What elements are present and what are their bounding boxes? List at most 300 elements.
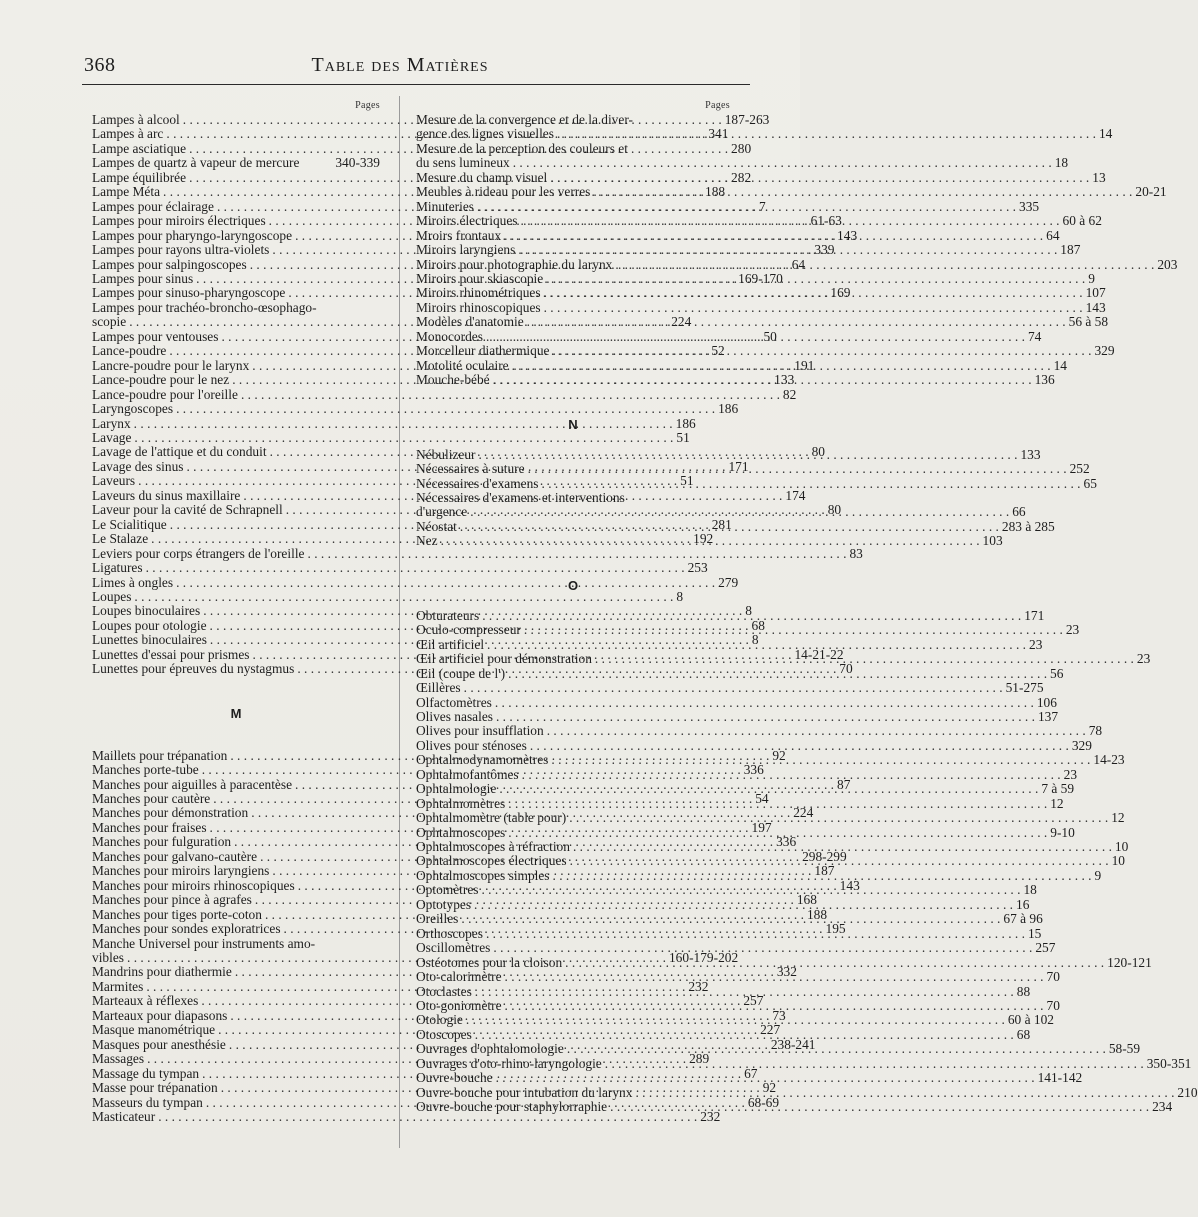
index-entry <box>416 694 1057 710</box>
entry-label: Massages <box>92 1051 145 1067</box>
dot-leader <box>483 927 1028 941</box>
entry-label: Olives nasales <box>416 708 493 724</box>
entry-label: Lampe Méta <box>92 184 161 200</box>
dot-leader <box>524 315 1069 329</box>
entry-page-ref: 14 <box>1098 126 1113 142</box>
dot-leader <box>519 768 1064 782</box>
entry-page-ref: 64 <box>791 256 806 272</box>
index-entry <box>92 574 739 590</box>
entry-page-ref: 143 <box>839 877 860 893</box>
index-entry <box>92 429 690 445</box>
entry-page-ref: 80 <box>811 444 825 460</box>
entry-label: Mesure de la perception des couleurs et <box>416 140 628 156</box>
entry-label: Oto-calorimètre <box>416 969 502 985</box>
entry-label: Lancre-poudre pour le larynx <box>92 357 250 373</box>
entry-page-ref: 169-170 <box>738 270 783 286</box>
dot-leader <box>505 826 1050 840</box>
index-entry <box>416 607 1045 623</box>
index-entry <box>416 983 1031 999</box>
entry-label: Lance-poudre <box>92 343 167 359</box>
dot-leader <box>549 344 1094 358</box>
dot-leader <box>515 243 1060 257</box>
entry-label: Miroirs électriques <box>416 213 518 229</box>
dot-leader <box>493 710 1038 724</box>
entry-page-ref: 60 à 102 <box>1007 1012 1054 1028</box>
entry-label: Morcelleur diathermique <box>416 343 550 359</box>
entry-label: Ophtalmomètre (table pour) <box>416 810 567 826</box>
index-entry <box>416 314 1109 330</box>
entry-page-ref: 136 <box>1034 372 1055 388</box>
entry-label: Loupes <box>92 588 132 604</box>
entry-page-ref: 12 <box>1050 795 1064 811</box>
entry-label: Manches pour fraises <box>92 819 207 835</box>
entry-label: Laveur pour la cavité de Schrapnell <box>92 502 283 518</box>
entry-page-ref: 186 <box>718 401 739 417</box>
index-entry <box>92 545 863 561</box>
dot-leader <box>592 652 1137 666</box>
entry-page-ref: 51-275 <box>1005 680 1044 696</box>
entry-page-ref: 8 <box>751 632 759 648</box>
entry-page-ref: 68-69 <box>747 1094 780 1110</box>
index-entry <box>416 680 1044 696</box>
entry-label: gence des lignes visuelles <box>416 126 554 142</box>
entry-label: Lampes pour sinuso-pharyngoscope <box>92 285 286 301</box>
index-entry <box>416 198 1040 214</box>
entry-page-ref: 74 <box>1027 328 1042 344</box>
entry-label: Le Scialitique <box>92 516 167 532</box>
entry-label: Marmites <box>92 978 144 994</box>
dot-leader <box>541 301 1086 315</box>
entry-label: Lampes pour salpingoscopes <box>92 256 247 272</box>
entry-page-ref: 65 <box>1083 475 1097 491</box>
entry-label: Oto-goniomètre <box>416 998 502 1014</box>
entry-page-ref: 238-241 <box>770 1036 816 1052</box>
entry-page-ref: 70 <box>839 661 853 677</box>
dot-leader <box>570 840 1115 854</box>
entry-label: Manches pour tiges porte-coton <box>92 906 262 922</box>
entry-page-ref: 282 <box>731 169 752 185</box>
entry-label: Masticateur <box>92 1109 156 1124</box>
entry-page-ref: 58-59 <box>1108 1041 1141 1057</box>
entry-page-ref: 88 <box>1016 983 1031 999</box>
index-entry <box>416 940 1056 956</box>
entry-label: du sens lumineux <box>416 155 510 171</box>
entry-label: Miroirs rhinométriques <box>416 285 541 301</box>
entry-label: Minuteries <box>416 198 475 214</box>
entry-page-ref: 13 <box>1092 169 1106 185</box>
entry-label: Nécessaires d'examens <box>416 475 539 491</box>
entry-page-ref: 70 <box>1046 969 1060 985</box>
entry-page-ref: 23 <box>1063 766 1078 782</box>
entry-page-ref: 68 <box>1016 1026 1031 1042</box>
index-entry <box>92 156 380 170</box>
entry-page-ref: 9 <box>1094 867 1102 883</box>
entry-page-ref: 133 <box>774 372 795 388</box>
dot-leader <box>567 854 1112 868</box>
index-entry <box>92 588 684 604</box>
entry-page-ref: 187-263 <box>724 112 770 127</box>
index-entry <box>92 560 708 576</box>
entry-page-ref: 350-351 <box>1146 1055 1192 1071</box>
entry-label: Masse pour trépanation <box>92 1080 218 1096</box>
entry-page-ref: 143 <box>1085 299 1106 315</box>
dot-leader <box>490 941 1035 955</box>
dot-leader <box>521 623 1066 637</box>
pages-label: Pages <box>705 100 730 111</box>
entry-page-ref: 51 <box>680 473 694 489</box>
entry-label: Lampe asciatique <box>92 140 187 156</box>
dot-leader <box>607 1100 1152 1114</box>
entry-page-ref: 67 <box>744 1065 758 1081</box>
index-entry <box>92 213 842 229</box>
entry-label: Lance-poudre pour l'oreille <box>92 386 238 402</box>
entry-page-ref: 335 <box>1019 198 1040 214</box>
entry-label: Lance-poudre pour le nez <box>92 372 230 388</box>
entry-page-ref: 16 <box>1016 896 1030 912</box>
pages-label: Pages <box>355 100 380 111</box>
dot-leader <box>509 359 1054 373</box>
entry-page-ref: 56 <box>1050 665 1064 681</box>
entry-label: Meubles à rideau pour les verres <box>416 184 591 200</box>
entry-label: Manches pour fulguration <box>92 834 232 850</box>
entry-page-ref: 107 <box>1085 285 1106 301</box>
entry-label: Lunettes pour épreuves du nystagmus <box>92 661 295 677</box>
entry-label: Œil artificiel pour démonstration <box>416 651 592 667</box>
entry-page-ref: 12 <box>1111 810 1125 826</box>
dot-leader <box>510 156 1055 170</box>
entry-label: Nébulizeur <box>416 446 476 462</box>
entry-label: Lampe équilibrée <box>92 169 187 185</box>
dot-leader <box>566 811 1111 825</box>
entry-label: Oscillomètres <box>416 940 491 956</box>
dot-leader <box>505 667 1050 681</box>
dot-leader <box>550 869 1095 883</box>
entry-page-ref: 197 <box>751 819 772 835</box>
dot-leader <box>483 330 1028 344</box>
dot-leader <box>474 200 1019 214</box>
entry-label: Lampes pour sinus <box>92 270 194 286</box>
entry-label: Manches pour cautère <box>92 791 211 807</box>
entry-page-ref: 23 <box>1136 651 1151 667</box>
entry-label: scopie <box>92 314 127 330</box>
dot-leader <box>472 1028 1017 1042</box>
entry-label: Massage du tympan <box>92 1065 200 1081</box>
entry-label: Miroirs pour photographie du larynx <box>416 256 613 272</box>
entry-page-ref: 169 <box>830 285 851 301</box>
dot-leader <box>602 1057 1147 1071</box>
dot-leader <box>458 912 1003 926</box>
index-entry <box>92 401 739 417</box>
entry-page-ref: 133 <box>1020 446 1041 462</box>
page-header <box>0 48 800 88</box>
entry-label: Lampes pour trachéo-broncho-œsophago- <box>92 299 317 315</box>
entry-label: Mesure de la convergence et de la diver- <box>416 112 633 127</box>
entry-label: Otoclastes <box>416 983 472 999</box>
dot-leader <box>632 1086 1177 1100</box>
entry-label: Ouvrages d'oto-rhino-laryngologie <box>416 1055 602 1071</box>
entry-label: Ophtalmoscopes simples <box>416 867 550 883</box>
dot-leader <box>496 782 1041 796</box>
entry-label: Lampes pour ventouses <box>92 328 219 344</box>
entry-page-ref: 61-63 <box>810 213 842 229</box>
entry-page-ref: 191 <box>794 357 815 373</box>
entry-page-ref: 73 <box>772 1007 786 1023</box>
entry-page-ref: 14-23 <box>1093 752 1125 768</box>
entry-page-ref: 70 <box>1046 998 1060 1014</box>
dot-leader <box>548 753 1093 767</box>
page-number: 368 <box>84 54 116 76</box>
entry-page-ref: 203 <box>1157 256 1178 272</box>
entry-page-ref: 186 <box>675 415 696 431</box>
entry-label: Lampes à alcool <box>92 112 180 127</box>
entry-label: Manches pour démonstration <box>92 805 249 821</box>
entry-label: Laryngoscopes <box>92 401 174 417</box>
entry-page-ref: 143 <box>837 227 858 243</box>
entry-page-ref: 279 <box>718 574 739 590</box>
dot-leader <box>505 797 1050 811</box>
entry-label: Maillets pour trépanation <box>92 747 228 763</box>
entry-page-ref: 341 <box>708 126 729 142</box>
dot-leader <box>544 724 1089 738</box>
entry-page-ref: 192 <box>693 531 714 547</box>
entry-page-ref: 8 <box>676 588 684 604</box>
entry-label: Manches porte-tube <box>92 762 199 778</box>
entry-label: Lampes de quartz à vapeur de mercure <box>92 155 300 171</box>
entry-label: Masseurs du tympan <box>92 1094 203 1110</box>
entry-label: Otologie <box>416 1012 463 1028</box>
dot-leader <box>492 696 1037 710</box>
entry-label: Néostat <box>416 518 457 534</box>
entry-page-ref: 50 <box>763 328 777 344</box>
dot-leader <box>543 272 1088 286</box>
entry-page-ref: 253 <box>687 560 708 576</box>
entry-label: Masque manométrique <box>92 1022 216 1038</box>
dot-leader <box>501 229 1046 243</box>
entry-label: Lampes pour miroirs électriques <box>92 213 266 229</box>
entry-page-ref: 7 <box>758 198 766 214</box>
entry-page-ref: 329 <box>1094 343 1115 359</box>
entry-label: Ophtalmoscopes électriques <box>416 853 567 869</box>
dot-leader <box>472 985 1017 999</box>
dot-leader <box>564 1042 1109 1056</box>
index-entry <box>416 708 1059 724</box>
entry-label: Ophtalmoscopes à réfraction <box>416 839 570 855</box>
entry-page-ref: 67 à 96 <box>1003 911 1043 927</box>
entry-page-ref: 14 <box>1053 357 1067 373</box>
dot-leader <box>539 477 1084 491</box>
entry-page-ref: 252 <box>1069 461 1090 477</box>
entry-label: Manche Universel pour instruments amo- <box>92 935 316 951</box>
dot-leader <box>490 373 1035 387</box>
entry-label: Oculo-compresseur <box>416 622 521 638</box>
index-entry <box>416 723 1103 739</box>
entry-label: Nez <box>416 533 438 549</box>
entry-label: Miroirs rhinoscopiques <box>416 299 541 315</box>
entry-page-ref: 188 <box>806 906 828 922</box>
entry-label: Limes à ongles <box>92 574 174 590</box>
entry-page-ref: 87 <box>837 776 851 792</box>
entry-label: Ophtalmomètres <box>416 795 506 811</box>
entry-page-ref: 174 <box>785 487 806 503</box>
entry-label: Mesure du champ visuel <box>416 169 548 185</box>
entry-page-ref: 168 <box>796 892 817 908</box>
entry-page-ref: 64 <box>1046 227 1060 243</box>
entry-label: d'urgence <box>416 504 468 520</box>
entry-label: Monocordes <box>416 328 483 344</box>
entry-page-ref: 120-121 <box>1107 954 1152 970</box>
entry-page-ref: 187 <box>814 863 835 879</box>
entry-label: Loupes pour otologie <box>92 617 207 633</box>
running-title: Table des Matières <box>311 54 489 76</box>
index-entry <box>416 531 1003 549</box>
entry-page-ref: 232 <box>700 1109 721 1124</box>
entry-label: Ouvrages d'ophtalomologie <box>416 1041 564 1057</box>
entry-page-ref: 10 <box>1111 853 1125 869</box>
entry-page-ref: 23 <box>1029 636 1043 652</box>
entry-label: Lavage des sinus <box>92 458 184 474</box>
dot-leader <box>467 502 1012 519</box>
entry-label: Otoscopes <box>416 1026 472 1042</box>
entry-label: Lavage <box>92 429 132 445</box>
entry-label: Nécessaires à suture <box>416 461 525 477</box>
dot-leader <box>541 286 1086 300</box>
entry-page-ref: 103 <box>982 533 1003 549</box>
index-entry <box>416 954 1152 970</box>
entry-label: Loupes binoculaires <box>92 603 201 619</box>
entry-page-ref: 160-179-202 <box>668 950 739 966</box>
entry-page-ref: 298-299 <box>802 848 847 864</box>
index-entry <box>416 343 1115 359</box>
entry-page-ref: 80 <box>827 502 842 518</box>
dot-leader <box>525 458 1070 476</box>
entry-label: Ouvre-bouche pour staphylorraphie <box>416 1099 608 1115</box>
index-entry <box>416 636 1043 652</box>
dot-leader <box>547 171 1092 185</box>
entry-page-ref: 9-10 <box>1050 824 1075 840</box>
dot-leader <box>612 258 1157 272</box>
index-entry <box>416 299 1106 315</box>
entry-page-ref: 141-142 <box>1037 1070 1083 1086</box>
entry-label: Olfactomètres <box>416 694 492 710</box>
entry-page-ref: 137 <box>1037 708 1059 724</box>
entry-label: Nécessaires d'examens et interventions <box>416 489 625 505</box>
entry-label: Miroirs pour skiascopie <box>416 270 544 286</box>
entry-page-ref: 18 <box>1054 155 1069 171</box>
entry-label: Ouvre-bouche <box>416 1070 493 1086</box>
entry-page-ref: 56 à 58 <box>1068 314 1109 330</box>
section-letter-o: O <box>567 577 579 593</box>
dot-leader <box>479 609 1024 623</box>
dot-leader <box>457 516 1002 534</box>
dot-leader <box>476 448 1021 462</box>
dot-leader <box>590 185 1135 199</box>
entry-page-ref: 339 <box>814 242 835 258</box>
entry-label: Modèles d'anatomie <box>416 314 524 330</box>
index-entry <box>416 737 1092 753</box>
dot-leader <box>463 1013 1008 1027</box>
entry-label: Marteaux pour diapasons <box>92 1007 228 1023</box>
entry-label: Le Stalaze <box>92 531 149 547</box>
entry-label: Laveurs du sinus maxillaire <box>92 487 241 503</box>
entry-label: Oreilles <box>416 911 459 927</box>
entry-page-ref: 210 <box>1177 1084 1198 1100</box>
dot-leader <box>502 970 1047 984</box>
entry-label: Orthoscopes <box>416 925 483 941</box>
entry-page-ref: 257 <box>743 993 764 1009</box>
entry-label: Olives pour sténoses <box>416 737 527 753</box>
entry-page-ref: 171 <box>728 458 749 474</box>
dot-leader <box>461 681 1006 695</box>
entry-label: Masques pour anesthésie <box>92 1036 226 1052</box>
entry-label: Ophtalmoscopes <box>416 824 506 840</box>
entry-label: Lunettes d'essai pour prismes <box>92 646 250 662</box>
entry-label: Manches pour galvano-cautère <box>92 848 258 864</box>
entry-page-ref: 14-21-22 <box>794 646 844 662</box>
entry-page-ref: 224 <box>671 314 692 330</box>
entry-page-ref: 51 <box>676 429 690 445</box>
entry-page-ref: 68 <box>751 617 765 633</box>
entry-label: Manches pour miroirs laryngiens <box>92 863 270 879</box>
entry-page-ref: 171 <box>1024 607 1045 623</box>
entry-page-ref: 66 <box>1012 504 1026 520</box>
dot-leader <box>493 1071 1038 1085</box>
entry-label: Obturateurs <box>416 607 480 623</box>
entry-label: Œil artificiel <box>416 636 485 652</box>
entry-label: Manches pour sondes exploratrices <box>92 921 281 937</box>
entry-page-ref: 224 <box>793 805 814 821</box>
entry-label: Lampes à arc <box>92 126 164 142</box>
entry-page-ref: 340-339 <box>335 155 380 171</box>
entry-label: Lampes pour éclairage <box>92 198 214 214</box>
entry-page-ref: 54 <box>755 791 769 807</box>
entry-label: Optomètres <box>416 882 479 898</box>
index-entry <box>416 516 1055 534</box>
index-entry <box>92 1109 721 1124</box>
dot-leader <box>484 638 1029 652</box>
entry-page-ref: 195 <box>825 921 846 937</box>
entry-page-ref: 187 <box>1060 242 1081 258</box>
entry-page-ref: 23 <box>1065 622 1080 638</box>
entry-label: Manches pour miroirs rhinoscopiques <box>92 877 295 893</box>
entry-page-ref: 332 <box>776 964 797 980</box>
entry-label: vibles <box>92 950 124 966</box>
entry-label: Lampes pour rayons ultra-violets <box>92 242 270 258</box>
entry-page-ref: 336 <box>743 762 764 778</box>
entry-label: Ouvre-bouche pour intubation du larynx <box>416 1084 633 1100</box>
index-entry <box>416 1055 1192 1071</box>
entry-page-ref: 20-21 <box>1135 184 1167 200</box>
entry-label: Marteaux à réflexes <box>92 993 199 1009</box>
entry-label: Ophtalmofantômes <box>416 766 519 782</box>
entry-label: Mandrins pour diathermie <box>92 964 232 980</box>
entry-page-ref: 232 <box>688 978 709 994</box>
entry-label: Olives pour insufflation <box>416 723 544 739</box>
dot-leader <box>471 898 1016 912</box>
entry-label: Ophtalmologie <box>416 781 497 797</box>
section-letter-m: M <box>230 705 242 721</box>
entry-page-ref: 9 <box>1088 270 1095 286</box>
entry-page-ref: 281 <box>711 516 732 532</box>
entry-label: Ostéotomes pour la cloison <box>416 954 563 970</box>
entry-page-ref: 227 <box>760 1022 781 1038</box>
dot-leader <box>554 127 1099 141</box>
index-entry <box>92 386 797 402</box>
entry-page-ref: 7 à 59 <box>1041 781 1075 797</box>
entry-page-ref: 329 <box>1071 737 1092 753</box>
entry-page-ref: 188 <box>705 184 726 200</box>
entry-page-ref: 60 à 62 <box>1062 213 1102 229</box>
entry-label: Ophtalmodynamomètres <box>416 752 549 768</box>
